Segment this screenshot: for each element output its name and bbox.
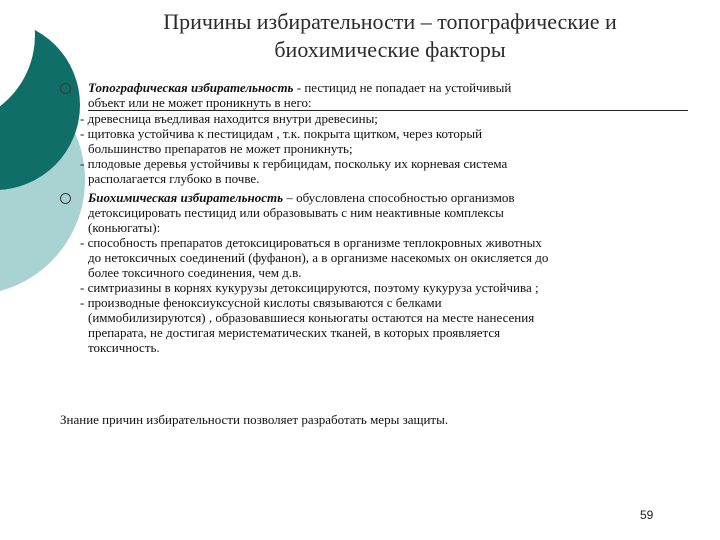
circle-bullet-icon xyxy=(60,83,71,94)
example-phenoxy-1: - производные феноксиуксусной кислоты связываются с белками xyxy=(80,295,442,310)
example-trees-2: располагается глубоко в почве. xyxy=(88,171,260,186)
summary-text: Знание причин избирательности позволяет разработать меры защиты. xyxy=(60,412,449,427)
example-simtriazine: - симтриазины в корнях кукурузы детоксицируются, поэтому кукуруза устойчива ; xyxy=(80,280,539,295)
example-scale-1: - щитовка устойчива к пестицидам , т.к. покрыта щитком, через который xyxy=(80,126,483,141)
example-phenoxy-3: препарата, не достигая меристематических тканей, в которых проявляется xyxy=(88,325,501,340)
topographic-heading: Топографическая избирательность xyxy=(88,80,294,95)
biochemical-line-3: (коньюгаты): xyxy=(88,220,161,235)
biochemical-line-2: детоксицировать пестицид или образовывать с ним неактивные комплексы xyxy=(88,205,504,220)
biochemical-heading: Биохимическая избирательность xyxy=(88,190,284,205)
slide-content xyxy=(60,80,700,355)
example-detox-2: до нетоксичных соединений (фуфанон), а в организме насекомых он окисляется до xyxy=(88,250,549,265)
title-line-2: биохимические факторы xyxy=(274,37,506,62)
topographic-examples xyxy=(60,111,700,186)
title-line-1: Причины избирательности – топографические и xyxy=(163,9,617,34)
biochemical-item xyxy=(60,190,700,235)
example-detox-1: - способность препаратов детоксицироваться в организме теплокровных животных xyxy=(80,235,542,250)
topographic-line-2: объект или не может проникнуть в него: xyxy=(88,95,688,111)
biochemical-heading-tail: – обусловлена способностью организмов xyxy=(283,190,515,205)
example-phenoxy-2: (иммобилизируются) , образовавшиеся коньюгаты остаются на месте нанесения xyxy=(88,310,535,325)
example-phenoxy-4: токсичность. xyxy=(88,340,160,355)
example-detox-3: более токсичного соединения, чем д.в. xyxy=(88,265,302,280)
example-woodborer: - древесница въедливая находится внутри древесины; xyxy=(80,111,378,126)
circle-bullet-icon xyxy=(60,193,71,204)
slide-title xyxy=(110,8,670,64)
example-scale-2: большинство препаратов не может проникнуть; xyxy=(88,141,353,156)
topographic-item xyxy=(60,80,700,111)
biochemical-examples xyxy=(60,235,700,355)
example-trees-1: - плодовые деревья устойчивы к гербицидам, поскольку их корневая система xyxy=(80,156,508,171)
topographic-heading-tail: - пестицид не попадает на устойчивый xyxy=(293,80,512,95)
page-number: 59 xyxy=(640,508,654,522)
